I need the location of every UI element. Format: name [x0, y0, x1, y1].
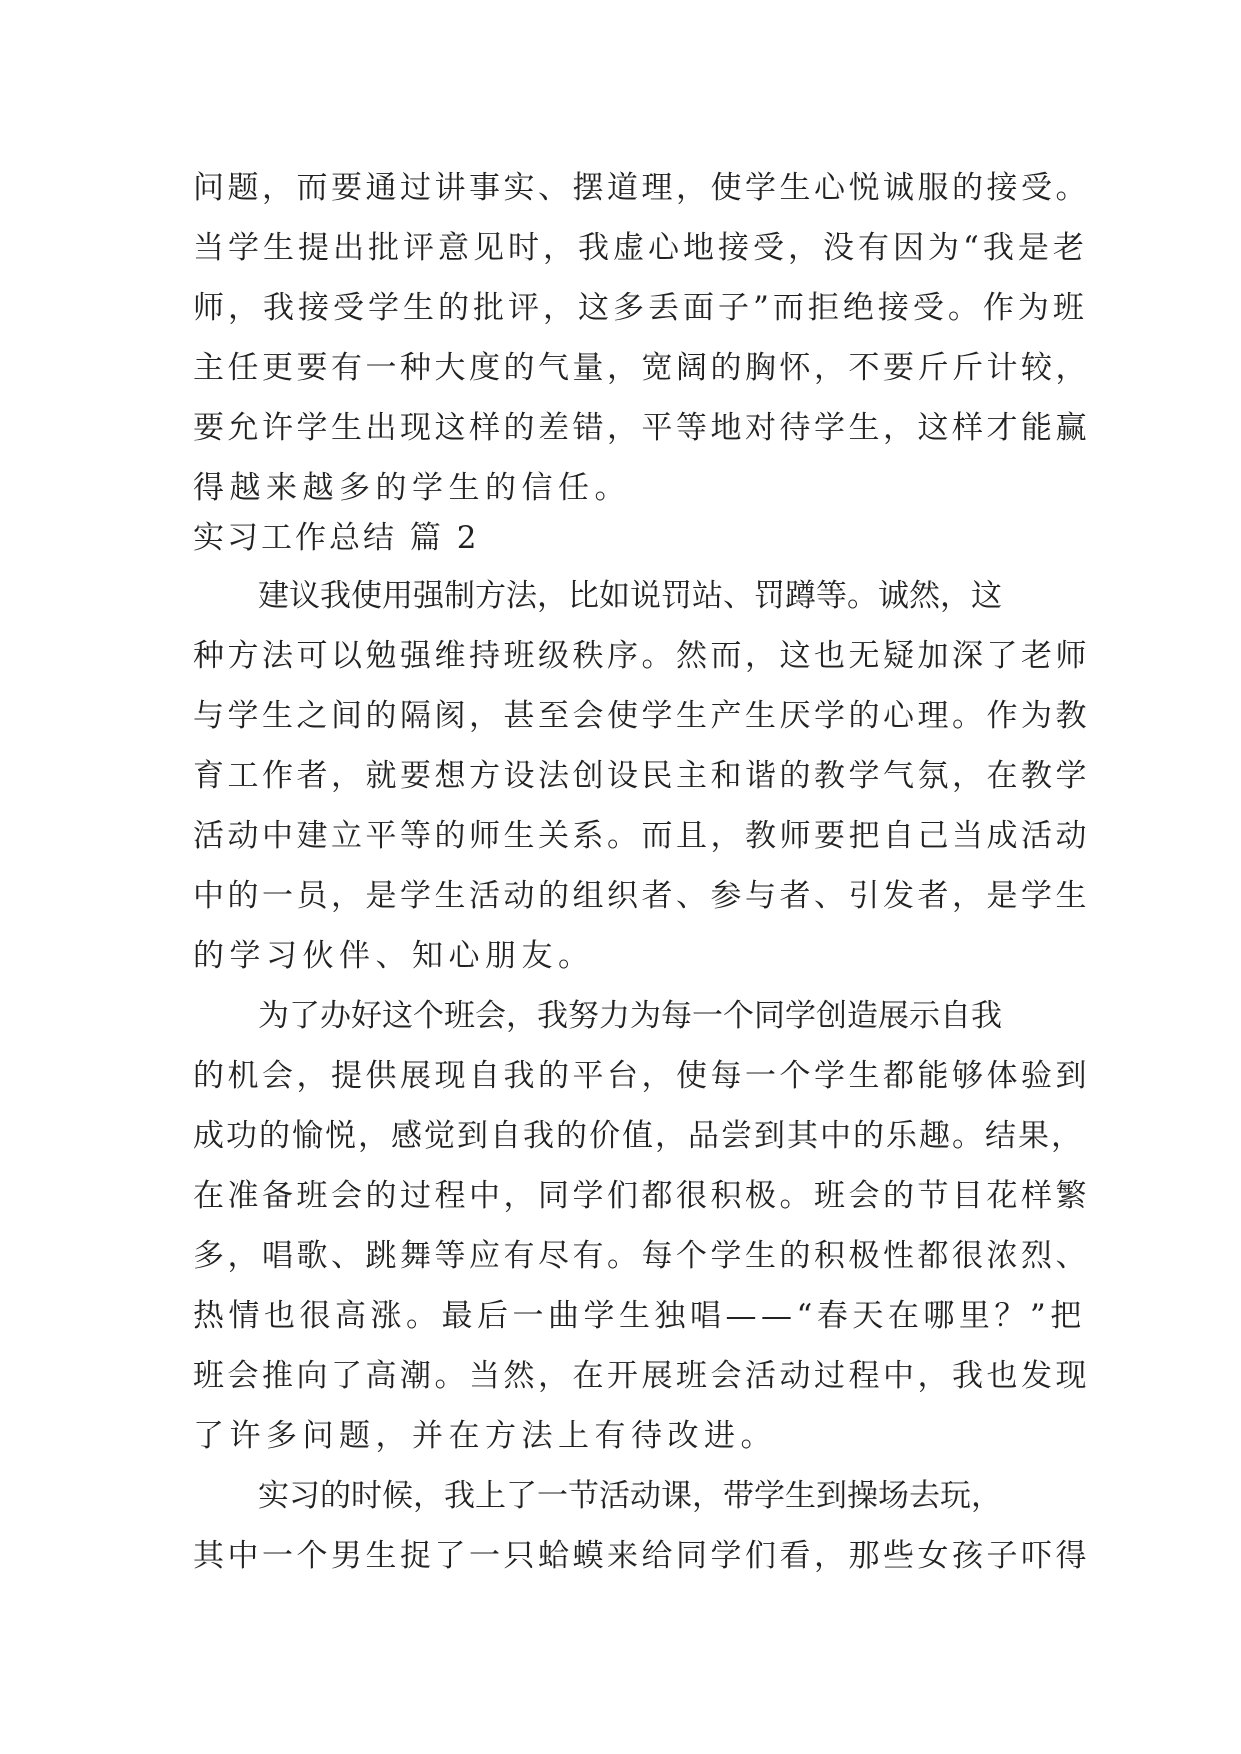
text-line: 的学习伙伴、知心朋友。 [193, 938, 595, 974]
text-line: 与学生之间的隔阂，甚至会使学生产生厌学的心理。作为教 [193, 698, 1090, 734]
text-line: 多，唱歌、跳舞等应有尽有。每个学生的积极性都很浓烈、 [193, 1238, 1090, 1274]
text-line: 在准备班会的过程中，同学们都很积极。班会的节目花样繁 [193, 1178, 1090, 1214]
text-line: 种方法可以勉强维持班级秩序。然而，这也无疑加深了老师 [193, 638, 1090, 674]
text-line: 班会推向了高潮。当然，在开展班会活动过程中，我也发现 [193, 1358, 1090, 1394]
text-line: 了许多问题，并在方法上有待改进。 [193, 1418, 777, 1454]
text-line: 师，我接受学生的批评，这多丢面子”而拒绝接受。作为班 [193, 290, 1088, 326]
text-line: 问题，而要通过讲事实、摆道理，使学生心悦诚服的接受。 [193, 170, 1090, 206]
text-line: 实习的时候，我上了一节活动课，带学生到操场去玩， [258, 1478, 1002, 1514]
text-line: 主任更要有一种大度的气量，宽阔的胸怀，不要斤斤计较， [193, 350, 1090, 386]
text-line: 建议我使用强制方法，比如说罚站、罚蹲等。诚然，这 [258, 578, 1002, 614]
text-line: 育工作者，就要想方设法创设民主和谐的教学气氛，在教学 [193, 758, 1090, 794]
text-line: 成功的愉悦，感觉到自我的价值，品尝到其中的乐趣。结果， [193, 1118, 1084, 1154]
text-line: 得越来越多的学生的信任。 [193, 470, 631, 506]
text-line: 热情也很高涨。最后一曲学生独唱——“春天在哪里？”把 [193, 1298, 1086, 1334]
text-line: 要允许学生出现这样的差错，平等地对待学生，这样才能赢 [193, 410, 1090, 446]
text-line: 为了办好这个班会，我努力为每一个同学创造展示自我 [258, 998, 1002, 1034]
text-line: 当学生提出批评意见时，我虚心地接受，没有因为“我是老 [193, 230, 1088, 266]
section-heading: 实习工作总结 篇 2 [193, 520, 480, 556]
text-line: 中的一员，是学生活动的组织者、参与者、引发者，是学生 [193, 878, 1090, 914]
text-line: 其中一个男生捉了一只蛤蟆来给同学们看，那些女孩子吓得 [193, 1538, 1090, 1574]
text-line: 的机会，提供展现自我的平台，使每一个学生都能够体验到 [193, 1058, 1090, 1094]
text-line: 活动中建立平等的师生关系。而且，教师要把自己当成活动 [193, 818, 1090, 854]
